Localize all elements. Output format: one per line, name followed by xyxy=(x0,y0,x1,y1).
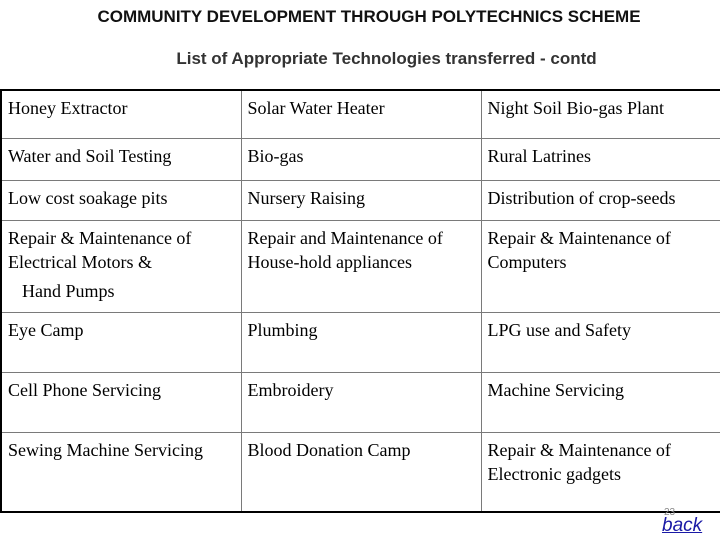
table-cell xyxy=(481,90,720,138)
cell-text: Computers xyxy=(487,251,567,272)
cell-text: Solar Water Heater xyxy=(247,98,385,118)
table-cell xyxy=(1,220,241,312)
cell-text: Low cost soakage pits xyxy=(8,187,168,208)
cell-text: Night Soil Bio-gas Plant xyxy=(487,98,665,118)
table-row xyxy=(1,432,720,512)
cell-text: Electrical Motors & xyxy=(8,251,152,272)
table-cell xyxy=(1,312,241,372)
table-cell xyxy=(481,432,720,512)
table-cell xyxy=(481,220,720,312)
table-row xyxy=(1,220,720,312)
cell-text: Nursery Raising xyxy=(247,187,365,208)
cell-text: Cell Phone Servicing xyxy=(8,379,161,400)
cell-text: Honey Extractor xyxy=(8,98,128,118)
cell-text: Machine Servicing xyxy=(487,379,624,400)
cell-text: House-hold appliances xyxy=(247,251,412,272)
cell-text: Sewing Machine Servicing xyxy=(8,439,203,460)
table-row xyxy=(1,138,720,180)
table-cell xyxy=(241,372,481,432)
table-row xyxy=(1,312,720,372)
cell-text: Blood Donation Camp xyxy=(247,439,411,460)
technologies-table xyxy=(0,89,720,513)
cell-text: Bio-gas xyxy=(247,145,304,166)
table-cell xyxy=(1,432,241,512)
cell-text: Repair & Maintenance of xyxy=(487,439,671,460)
cell-text: Rural Latrines xyxy=(487,145,591,166)
table-cell xyxy=(241,432,481,512)
cell-text: Hand Pumps xyxy=(22,280,115,301)
cell-text: Repair & Maintenance of xyxy=(487,227,671,248)
table-cell xyxy=(481,138,720,180)
table-cell xyxy=(481,372,720,432)
table-cell xyxy=(481,180,720,220)
cell-text: Plumbing xyxy=(247,319,318,340)
table-cell xyxy=(1,138,241,180)
cell-text: Distribution of crop-seeds xyxy=(487,187,676,208)
table-cell xyxy=(481,312,720,372)
cell-text: Repair & Maintenance of xyxy=(8,227,192,248)
table-cell xyxy=(241,90,481,138)
cell-text: Eye Camp xyxy=(8,319,84,340)
cell-text: Water and Soil Testing xyxy=(8,145,172,166)
table-cell xyxy=(241,312,481,372)
table-cell xyxy=(1,372,241,432)
cell-text: Repair and Maintenance of xyxy=(247,227,443,248)
page-title: COMMUNITY DEVELOPMENT THROUGH POLYTECHNICS SCHEME xyxy=(97,7,641,26)
table-cell xyxy=(1,90,241,138)
page-subtitle: List of Appropriate Technologies transferred - contd xyxy=(176,49,597,68)
table-cell xyxy=(1,180,241,220)
cell-text: Embroidery xyxy=(247,379,334,400)
page-number: 23 xyxy=(664,507,676,518)
table-cell xyxy=(241,138,481,180)
back-link[interactable]: back xyxy=(662,515,703,536)
table-row xyxy=(1,372,720,432)
table-cell xyxy=(241,180,481,220)
table-row xyxy=(1,180,720,220)
table-row xyxy=(1,90,720,138)
cell-text: LPG use and Safety xyxy=(487,319,631,340)
table-cell xyxy=(241,220,481,312)
cell-text: Electronic gadgets xyxy=(487,463,621,484)
